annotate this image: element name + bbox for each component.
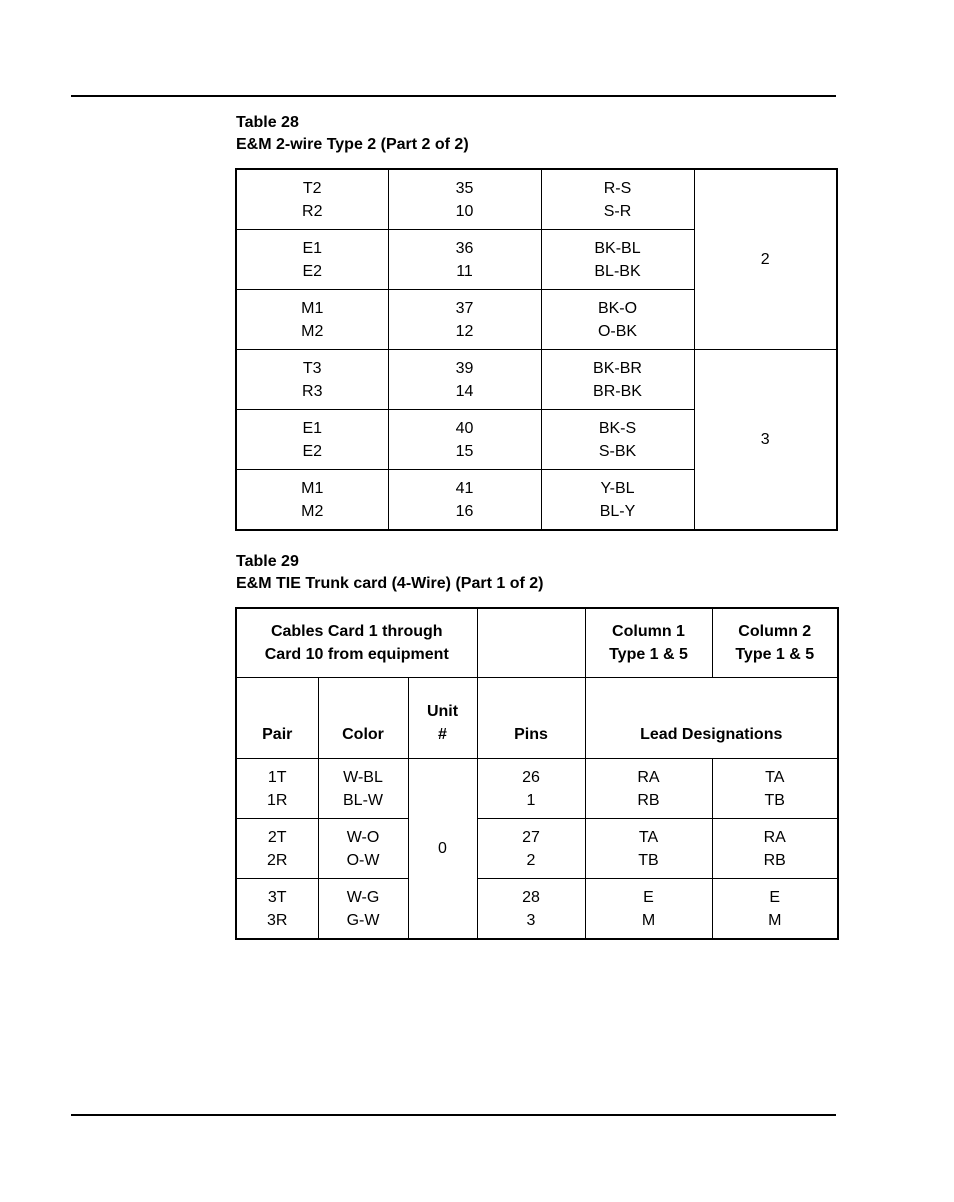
color-cell: BK-S S-BK	[541, 410, 694, 470]
header-row	[236, 678, 838, 759]
column1-cell: E M	[585, 879, 712, 940]
lead-cell: E1 E2	[236, 410, 388, 470]
table28-number: Table 28	[236, 114, 299, 131]
pins-header: Pins	[477, 678, 585, 759]
cables-header: Cables Card 1 through Card 10 from equipment	[236, 608, 477, 678]
lead-designations-header: Lead Designations	[585, 678, 838, 759]
color-cell: BK-BL BL-BK	[541, 230, 694, 290]
column2-cell: TA TB	[712, 759, 838, 819]
table28-title: E&M 2-wire Type 2 (Part 2 of 2)	[236, 136, 469, 153]
pins-cell: 27 2	[477, 819, 585, 879]
table28-caption	[236, 112, 469, 156]
pins-cell: 39 14	[388, 350, 541, 410]
color-cell: BK-O O-BK	[541, 290, 694, 350]
lead-cell: T3 R3	[236, 350, 388, 410]
color-header: Color	[318, 678, 408, 759]
pins-cell: 28 3	[477, 879, 585, 940]
pins-cell: 36 11	[388, 230, 541, 290]
table-row	[236, 759, 838, 819]
table29	[235, 607, 839, 940]
color-cell: W-BL BL-W	[318, 759, 408, 819]
color-cell: W-G G-W	[318, 879, 408, 940]
header-rule	[71, 95, 836, 97]
table28	[235, 168, 838, 531]
lead-cell: M1 M2	[236, 470, 388, 531]
pins-cell: 40 15	[388, 410, 541, 470]
column2-header: Column 2 Type 1 & 5	[712, 608, 838, 678]
pair-header: Pair	[236, 678, 318, 759]
pair-cell: 2T 2R	[236, 819, 318, 879]
table-row	[236, 169, 837, 230]
pair-cell: 1T 1R	[236, 759, 318, 819]
table29-title: E&M TIE Trunk card (4-Wire) (Part 1 of 2)	[236, 575, 544, 592]
table-row	[236, 350, 837, 410]
color-cell: W-O O-W	[318, 819, 408, 879]
color-cell: R-S S-R	[541, 169, 694, 230]
column1-header: Column 1 Type 1 & 5	[585, 608, 712, 678]
unit-cell: 0	[408, 759, 477, 940]
lead-cell: M1 M2	[236, 290, 388, 350]
pins-cell: 41 16	[388, 470, 541, 531]
column1-cell: RA RB	[585, 759, 712, 819]
table29-number: Table 29	[236, 553, 299, 570]
pins-cell: 37 12	[388, 290, 541, 350]
lead-cell: T2 R2	[236, 169, 388, 230]
unit-header: Unit #	[408, 678, 477, 759]
color-cell: BK-BR BR-BK	[541, 350, 694, 410]
table29-caption	[236, 551, 543, 595]
table-row	[236, 879, 838, 940]
column1-cell: TA TB	[585, 819, 712, 879]
unit-cell: 3	[694, 350, 837, 531]
column2-cell: E M	[712, 879, 838, 940]
lead-cell: E1 E2	[236, 230, 388, 290]
unit-cell: 2	[694, 169, 837, 350]
footer-rule	[71, 1114, 836, 1116]
header-row	[236, 608, 838, 678]
blank-header	[477, 608, 585, 678]
color-cell: Y-BL BL-Y	[541, 470, 694, 531]
pins-cell: 26 1	[477, 759, 585, 819]
pins-cell: 35 10	[388, 169, 541, 230]
table-row	[236, 819, 838, 879]
pair-cell: 3T 3R	[236, 879, 318, 940]
column2-cell: RA RB	[712, 819, 838, 879]
